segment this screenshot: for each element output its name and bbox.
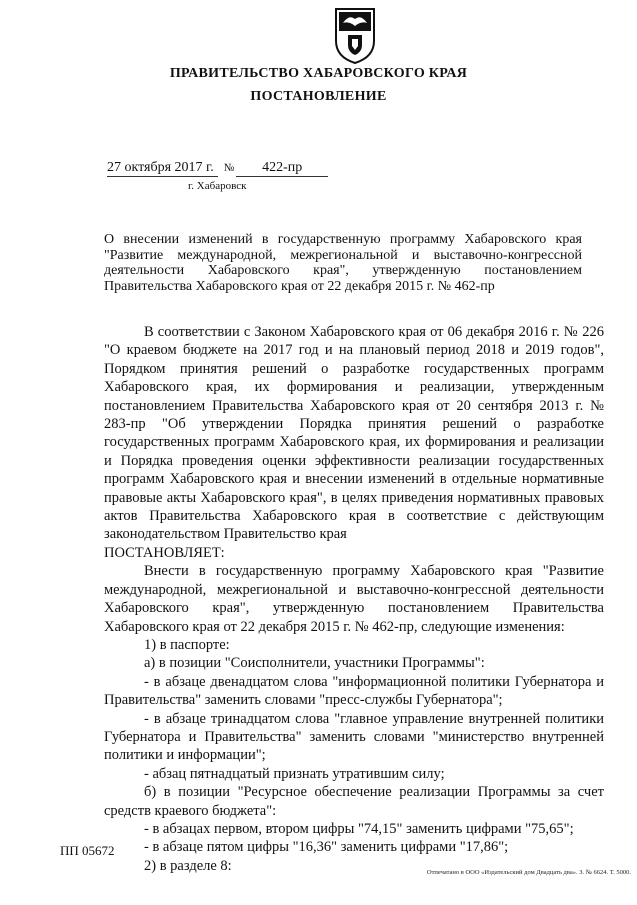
document-body <box>104 323 604 875</box>
body-paragraph: - в абзаце двенадцатом слова "информационной политики Губернатора и Правительства" заменить словами "пресс-службы Губернатора"; <box>104 673 604 709</box>
body-paragraph: а) в позиции "Соисполнители, участники Программы": <box>144 655 485 672</box>
government-title: ПРАВИТЕЛЬСТВО ХАБАРОВСКОГО КРАЯ <box>169 66 468 81</box>
date-number-line <box>107 160 328 177</box>
body-paragraph: - абзац пятнадцатый признать утратившим силу; <box>144 765 445 782</box>
document-date: 27 октября 2017 г. <box>107 160 218 177</box>
body-paragraph: 1) в паспорте: <box>144 636 230 653</box>
printer-imprint: Отпечатано в ООО «Издательский дом Двадцать два». З. № 6624. Т. 5000. <box>426 869 631 876</box>
document-city: г. Хабаровск <box>188 180 247 192</box>
body-paragraph: - в абзаце пятом цифры "16,36" заменить цифрами "17,86"; <box>144 839 509 856</box>
document-number: 422-пр <box>236 160 328 177</box>
body-paragraph: 2) в разделе 8: <box>144 857 232 874</box>
resolves-heading: ПОСТАНОВЛЯЕТ: <box>104 544 225 561</box>
body-paragraph: б) в позиции "Ресурсное обеспечение реализации Программы за счет средств краевого бюджета": <box>104 784 604 819</box>
preamble-paragraph: В соответствии с Законом Хабаровского края от 06 декабря 2016 г. № 226 "О краевом бюджете на 2017 год и на плановый период 2018 и 2019 годов", Порядком принятия решений о разработке государственных программ Хабаровского края, их формирования и реализации, утвержденным постановлением Правительства Хабаровского края от 20 сентября 2013 г. № 283-пр "Об утверждении Порядка принятия решений о разработке государственных программ Хабаровского края, их формирования и реализации и Порядка проведения оценки эффективности реализации государственных программ Хабаровского края и внесении изменений в отдельные нормативные правовые акты Хабаровского края", в целях приведения нормативных правовых актов Правительства Хабаровского края в соответствие с действующим законодательством Правительство края <box>104 324 604 543</box>
coat-of-arms-icon <box>333 5 377 65</box>
number-label: № <box>223 162 235 174</box>
body-paragraph: - в абзаце тринадцатом слова "главное управление внутренней политики Губернатора и Правительства" заменить словами "министерство внутренней политики и информации"; <box>104 710 604 764</box>
body-paragraph: Внести в государственную программу Хабаровского края "Развитие международной, межрегиональной и выставочно-конгрессной деятельности Хабаровского края", утвержденную постановлением Правительства Хабаровского края от 22 декабря 2015 г. № 462-пр, следующие изменения: <box>104 563 604 635</box>
document-subject: О внесении изменений в государственную программу Хабаровского края "Развитие международной, межрегиональной и выставочно-конгрессной деятельности Хабаровского края", утвержденную постановлением Правительства Хабаровского края от 22 декабря 2015 г. № 462-пр <box>104 232 582 294</box>
document-code: ПП 05672 <box>60 843 115 858</box>
body-paragraph: - в абзацах первом, втором цифры "74,15" заменить цифрами "75,65"; <box>144 820 574 837</box>
document-type-title: ПОСТАНОВЛЕНИЕ <box>250 89 387 104</box>
